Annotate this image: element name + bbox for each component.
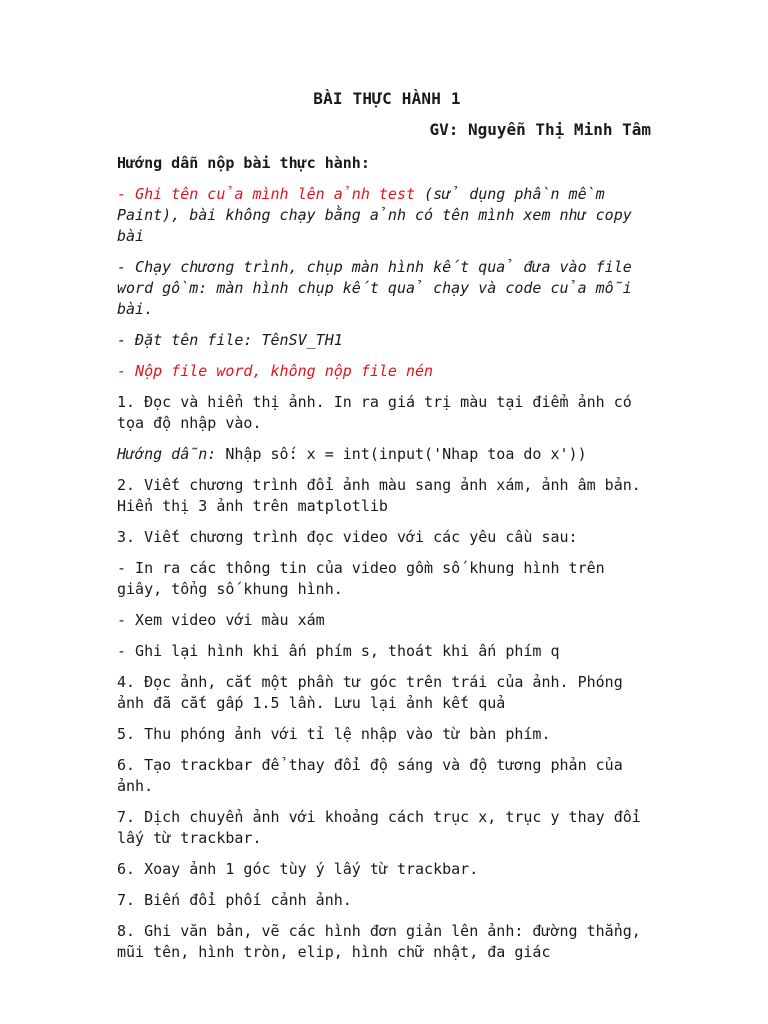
rule-write-name: [117, 184, 657, 247]
task-5: 5. Thu phóng ảnh với tỉ lệ nhập vào từ bàn phím.: [117, 725, 551, 743]
task-3: 3. Viết chương trình đọc video với các yêu cầu sau:: [117, 528, 578, 546]
rule-write-name-dash: -: [117, 185, 136, 203]
rule-submit-word: [117, 361, 657, 382]
task-7-perspective: 7. Biến đổi phối cảnh ảnh.: [117, 891, 352, 909]
submission-guide-heading: Hướng dẫn nộp bài thực hành:: [117, 154, 370, 172]
rule-screenshot: - Chạy chương trình, chụp màn hình kết quả đưa vào file word gồm: màn hình chụp kết quả chạy và code của mỗi bài.: [117, 258, 632, 318]
hint-code: Nhập số: x = int(input('Nhap toa do x')): [216, 445, 587, 463]
task-2: 2. Viết chương trình đổi ảnh màu sang ảnh xám, ảnh âm bản. Hiển thị 3 ảnh trên matplotlib: [117, 476, 641, 515]
teacher-name: GV: Nguyễn Thị Minh Tâm: [429, 120, 651, 139]
task-3-gray: - Xem video với màu xám: [117, 611, 325, 629]
rule-file-name: - Đặt tên file: TênSV_TH1: [117, 331, 343, 349]
document-page: [117, 88, 657, 973]
hint-label: Hướng dẫn:: [117, 445, 217, 463]
task-6: 6. Tạo trackbar để thay đổi độ sáng và độ tương phản của ảnh.: [117, 756, 623, 795]
document-title: BÀI THỰC HÀNH 1: [313, 89, 461, 108]
task-3-record: - Ghi lại hình khi ấn phím s, thoát khi ấn phím q: [117, 642, 560, 660]
rule-write-name-detail: (sử dụng phần mềm Paint), bài không chạy bằng ảnh có tên mình xem như copy bài: [117, 185, 632, 245]
task-6-rotate: 6. Xoay ảnh 1 góc tùy ý lấy từ trackbar.: [117, 860, 479, 878]
rule-write-name-highlight: Ghi tên của mình lên ảnh test: [135, 185, 416, 203]
rule-submit-word-dash: -: [117, 362, 136, 380]
task-7: 7. Dịch chuyển ảnh với khoảng cách trục x, trục y thay đổi lấy từ trackbar.: [117, 808, 641, 847]
rule-submit-word-text: Nộp file word, không nộp file nén: [135, 362, 434, 380]
task-1-hint: [117, 444, 657, 465]
task-3-info: - In ra các thông tin của video gồm số khung hình trên giây, tổng số khung hình.: [117, 559, 605, 598]
task-1: 1. Đọc và hiển thị ảnh. In ra giá trị màu tại điểm ảnh có tọa độ nhập vào.: [117, 393, 632, 432]
task-8: 8. Ghi văn bản, vẽ các hình đơn giản lên ảnh: đường thẳng, mũi tên, hình tròn, elip, hình chữ nhật, đa giác: [117, 922, 641, 961]
task-4: 4. Đọc ảnh, cắt một phần tư góc trên trái của ảnh. Phóng ảnh đã cắt gấp 1.5 lần. Lưu lại ảnh kết quả: [117, 673, 623, 712]
